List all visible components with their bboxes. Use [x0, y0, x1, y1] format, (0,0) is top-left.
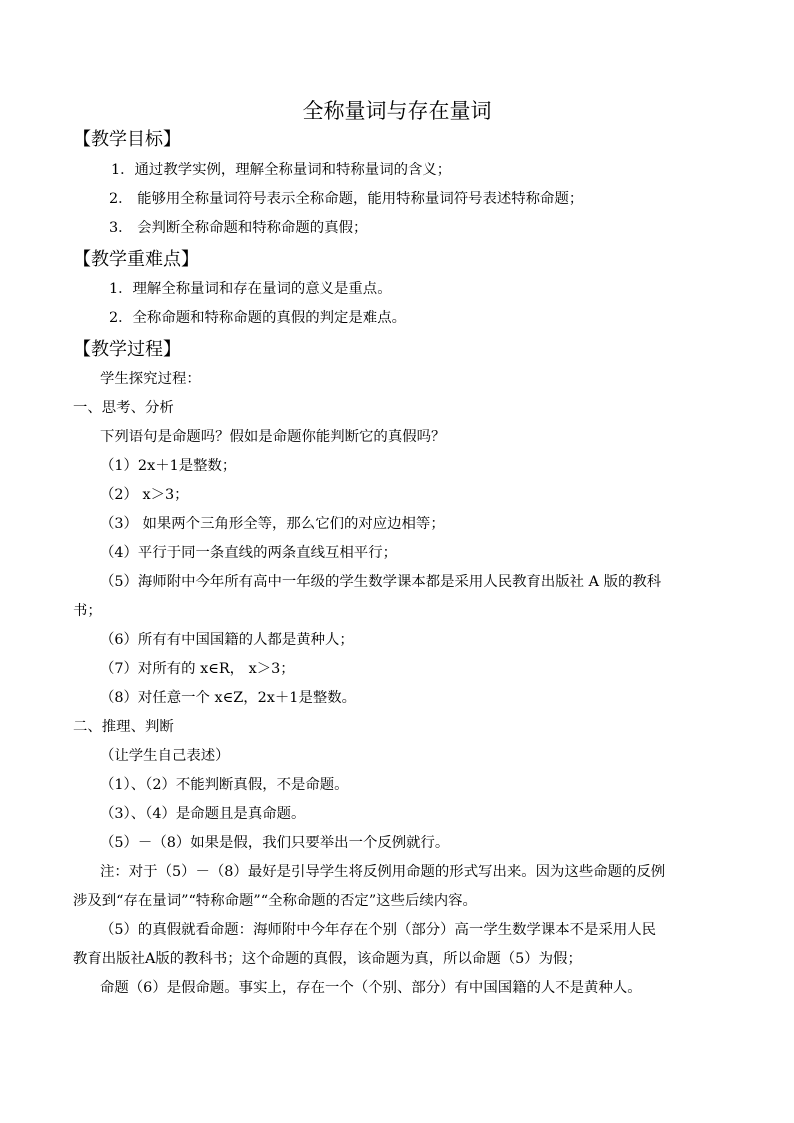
- note-line: 命题（6）是假命题。事实上，存在一个（个别、部分）有中国国籍的人不是黄种人。: [100, 980, 642, 996]
- note-line: （5）的真假就看命题：海师附中今年存在个别（部分）高一学生数学课本不是采用人民: [100, 922, 657, 938]
- statement-item: （6）所有有中国国籍的人都是黄种人；: [100, 632, 354, 648]
- note-line: 注：对于（5）－（8）最好是引导学生将反例用命题的形式写出来。因为这些命题的反例: [100, 864, 666, 880]
- note-line: 教育出版社A版的教科书；这个命题的真假，该命题为真，所以命题（5）为假；: [73, 951, 582, 967]
- statement-item: （4）平行于同一条直线的两条直线互相平行；: [100, 545, 397, 561]
- objective-item: 2． 能够用全称量词符号表示全称命题，能用特称量词符号表述特称命题；: [109, 191, 584, 207]
- reasoning-item: （5）－（8）如果是假，我们只要举出一个反例就行。: [100, 835, 450, 851]
- process-intro: 学生探究过程：: [100, 371, 201, 387]
- reasoning-item: （让学生自己表述）: [100, 748, 230, 764]
- section-heading-key-points: 【教学重难点】: [73, 249, 199, 270]
- statement-item: （5）海师附中今年所有高中一年级的学生数学课本都是采用人民教育出版社 A 版的教科: [100, 574, 662, 590]
- statement-item: （1）2x＋1是整数；: [100, 458, 237, 474]
- part1-question: 下列语句是命题吗？假如是命题你能判断它的真假吗？: [100, 429, 446, 445]
- statement-item: （7）对所有的 x∈R， x＞3；: [100, 661, 295, 677]
- statement-item: （2） x＞3；: [100, 487, 189, 503]
- objective-item: 1．通过教学实例，理解全称量词和特称量词的含义；: [111, 162, 452, 178]
- subsection-heading-part2: 二、推理、判断: [73, 719, 174, 735]
- objective-item: 3． 会判断全称命题和特称命题的真假；: [109, 220, 368, 236]
- statement-item: （3） 如果两个三角形全等，那么它们的对应边相等；: [100, 516, 445, 532]
- section-heading-process: 【教学过程】: [73, 339, 181, 360]
- reasoning-item: （1）、（2）不能判断真假，不是命题。: [100, 777, 349, 793]
- section-heading-objectives: 【教学目标】: [73, 129, 181, 150]
- statement-item: （8）对任意一个 x∈Z，2x＋1是整数。: [100, 690, 357, 706]
- note-line: 涉及到“存在量词”“特称命题”“全称命题的否定”这些后续内容。: [73, 893, 477, 909]
- document-title: 全称量词与存在量词: [302, 99, 492, 123]
- reasoning-item: （3）、（4）是命题且是真命题。: [100, 806, 306, 822]
- statement-item-continuation: 书；: [73, 603, 102, 619]
- key-point-item: 1．理解全称量词和存在量词的意义是重点。: [109, 281, 392, 297]
- subsection-heading-part1: 一、思考、分析: [73, 400, 174, 416]
- key-point-item: 2．全称命题和特称命题的真假的判定是难点。: [109, 310, 406, 326]
